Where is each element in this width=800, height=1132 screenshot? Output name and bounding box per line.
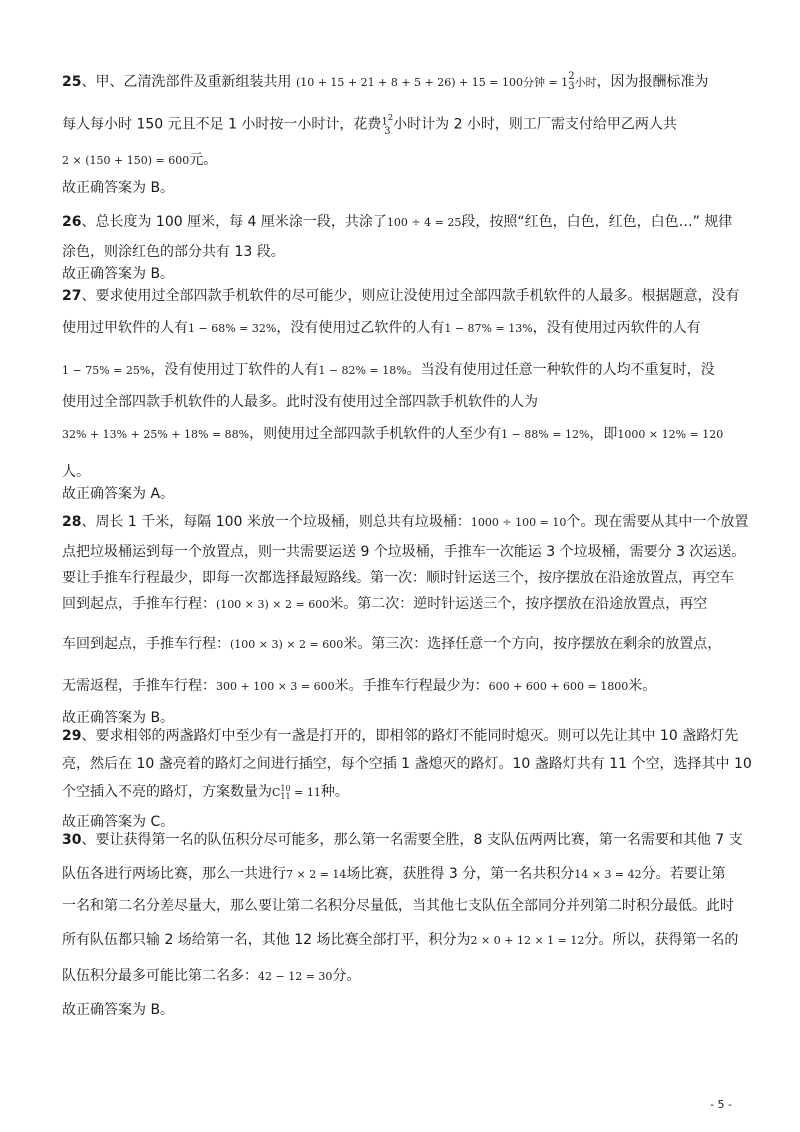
q25-text: 、甲、乙清洗部件及重新组装共用: [81, 74, 292, 90]
q27-formula: 1 − 87% = 13%: [444, 322, 533, 335]
q28-formula: 1000 ÷ 100 = 10: [470, 516, 567, 529]
q29-line-2: 亮，然后在 10 盏亮着的路灯之间进行插空，每个空插 1 盏熄灭的路灯。10 盏路灯共有 11 个空，选择其中 10: [62, 756, 752, 772]
q28-line-5: [62, 634, 721, 655]
q27-line-6: 人。: [62, 464, 90, 480]
q29-text: 种。: [320, 784, 349, 800]
q25-formula: (10 + 15 + 21 + 8 + 5 + 26) + 15 = 100分钟 = 1: [295, 76, 569, 89]
fraction-denominator: 3: [384, 126, 391, 138]
q27-text: 、要求使用过全部四款手机软件的尽可能少，则应让没使用过全部四款手机软件的人最多。根据题意，没有: [81, 288, 740, 304]
q29-text: 个空插入不亮的路灯，方案数量为: [62, 784, 272, 800]
q28-formula: 300 + 100 × 3 = 600: [216, 680, 335, 693]
fraction-numerator: 2: [387, 112, 394, 122]
combination-indices: [280, 785, 290, 801]
q25-text: ，因为报酬标准为: [596, 74, 709, 90]
q28-formula: (100 × 3) × 2 = 600: [230, 638, 344, 651]
q29-formula: [272, 786, 321, 799]
q29-line-3: [62, 782, 349, 803]
q28-line-2: 点把垃圾桶运到每一个放置点，则一共需要运送 9 个垃圾桶，手推车一次能运 3 个垃圾桶，需要分 3 次运送。: [62, 544, 746, 560]
q30-text: 所有队伍都只输 2 场给第一名，其他 12 场比赛全部打平，积分为: [62, 932, 471, 948]
q30-formula: 14 × 3 = 42: [574, 868, 642, 881]
q28-formula: (100 × 3) × 2 = 600: [216, 598, 330, 611]
q28-text: 米。: [628, 678, 657, 694]
q28-text: 无需返程，手推车行程：: [62, 678, 216, 694]
q26-line-1: [62, 212, 732, 233]
q28-text: 米。第二次：逆时针运送三个，按序摆放在沿途放置点，再空: [329, 596, 708, 612]
q28-answer: 故正确答案为 B。: [62, 710, 175, 726]
q26-line-2: 涂色，则涂红色的部分共有 13 段。: [62, 244, 285, 260]
q27-text: ，则使用过全部四款手机软件的人至少有: [249, 426, 502, 442]
q28-text: 回到起点，手推车行程：: [62, 596, 216, 612]
q27-text: 使用过甲软件的人有: [62, 320, 188, 336]
q27-text: ，没有使用过丙软件的人有: [532, 320, 701, 336]
q30-answer: 故正确答案为 B。: [62, 1002, 175, 1018]
q30-text: 分。若要让第: [641, 866, 726, 882]
q27-formula: 1 − 82% = 18%: [318, 364, 407, 377]
q28-line-3: 要让手推车行程最少，即每一次都选择最短路线。第一次：顺时针运送三个，按序摆放在沿途放置点，再空车: [62, 570, 734, 586]
q27-text: 。当没有使用过任意一种软件的人均不重复时，没: [406, 362, 715, 378]
q27-line-2: [62, 318, 701, 339]
q28-line-1: [62, 512, 748, 533]
q25-text: 每人每小时 150 元且不足 1 小时按一小时计，花费: [62, 116, 382, 133]
q27-text: ，即: [589, 426, 618, 442]
combination-sub: 11: [280, 792, 291, 801]
q28-text: 米。手推车行程最少为：: [334, 678, 489, 694]
q30-formula: 42 − 12 = 30: [258, 970, 333, 983]
q29-answer: 故正确答案为 C。: [62, 814, 175, 830]
q29-text: 、要求相邻的两盏路灯中至少有一盏是打开的，即相邻的路灯不能同时熄灭。则可以先让其中 10 盏路灯先: [81, 728, 739, 744]
q27-formula: 1 − 88% = 12%: [501, 428, 590, 441]
q28-text: 个。现在需要从其中一个放置: [566, 514, 749, 530]
q25-number: 25: [62, 74, 82, 90]
q25-line-3: [62, 150, 217, 171]
q29-number: 29: [62, 728, 82, 744]
q30-text: 队伍各进行两场比赛，那么一共进行: [62, 866, 286, 882]
q30-formula: 7 × 2 = 14: [286, 868, 347, 881]
q30-line-2: [62, 864, 726, 885]
q27-answer: 故正确答案为 A。: [62, 486, 175, 502]
q28-number: 28: [62, 514, 82, 530]
q30-text: 队伍积分最多可能比第二名多：: [62, 968, 258, 984]
q27-text: ，没有使用过乙软件的人有: [276, 320, 445, 336]
q30-number: 30: [62, 832, 82, 848]
combination-result: = 11: [290, 786, 321, 799]
page-number: - 5 -: [710, 1098, 732, 1111]
q30-text: 场比赛，获胜得 3 分，第一名共积分: [346, 866, 575, 882]
q27-line-4: 使用过全部四款手机软件的人最多。此时没有使用过全部四款手机软件的人为: [62, 394, 538, 410]
q28-text: 米。第三次：选择任意一个方向，按序摆放在剩余的放置点，: [343, 636, 722, 652]
q25-answer: 故正确答案为 B。: [62, 180, 175, 196]
q28-line-6: [62, 676, 656, 697]
q27-line-3: [62, 360, 715, 381]
q27-formula: 1 − 75% = 25%: [62, 364, 151, 377]
fraction-numerator: 2: [568, 71, 575, 82]
q30-line-1: [62, 830, 743, 850]
q28-text: 车回到起点，手推车行程：: [62, 636, 230, 652]
q27-formula: 32% + 13% + 25% + 18% = 88%: [62, 428, 250, 441]
q30-text: 分。: [332, 968, 361, 984]
q27-formula: 1000 × 12% = 120: [617, 428, 724, 441]
q26-answer: 故正确答案为 B。: [62, 266, 175, 282]
q28-formula: 600 + 600 + 600 = 1800: [488, 680, 629, 693]
q25-line-2: [62, 112, 677, 137]
q27-line-5: [62, 424, 723, 445]
q26-text: 段，按照“红色，白色，红色，白色…” 规律: [461, 214, 733, 230]
q26-number: 26: [62, 214, 82, 230]
q26-formula: 100 ÷ 4 = 25: [386, 216, 462, 229]
combination-symbol: C: [272, 786, 281, 799]
q25-formula: 2 × (150 + 150) = 600: [62, 154, 190, 167]
q30-line-5: [62, 966, 360, 987]
q26-text: 、总长度为 100 厘米，每 4 厘米涂一段，共涂了: [81, 214, 387, 230]
q25-text: 元。: [189, 152, 218, 168]
q25-text: 小时计为 2 小时，则工厂需支付给甲乙两人共: [393, 116, 677, 133]
q28-text: 、周长 1 千米，每隔 100 米放一个垃圾桶，则总共有垃圾桶：: [81, 514, 471, 530]
q30-text: 分。所以，获得第一名的: [584, 932, 739, 948]
q27-text: ，没有使用过丁软件的人有: [150, 362, 319, 378]
mixed-integer: 1: [381, 116, 388, 128]
q25-line-1: [62, 72, 709, 93]
q29-line-1: [62, 726, 738, 746]
q30-formula: 2 × 0 + 12 × 1 = 12: [470, 934, 585, 947]
q30-line-3: 一名和第二名分差尽量大，那么要让第二名积分尽量低，当其他七支队伍全部同分并列第二时积分最低。此时: [62, 898, 734, 914]
fraction-denominator: 3: [568, 81, 575, 92]
q27-number: 27: [62, 288, 82, 304]
q30-text: 、要让获得第一名的队伍积分尽可能多，那么第一名需要全胜，8 支队伍两两比赛，第一名需要和其他 7 支: [81, 832, 743, 848]
combination-sup: 10: [280, 784, 291, 793]
q27-formula: 1 − 68% = 32%: [188, 322, 277, 335]
q25-mixed-number: [381, 112, 393, 137]
q27-line-1: [62, 286, 739, 306]
q28-line-4: [62, 594, 707, 615]
q30-line-4: [62, 930, 738, 951]
q25-formula-unit: 小时: [574, 76, 597, 89]
